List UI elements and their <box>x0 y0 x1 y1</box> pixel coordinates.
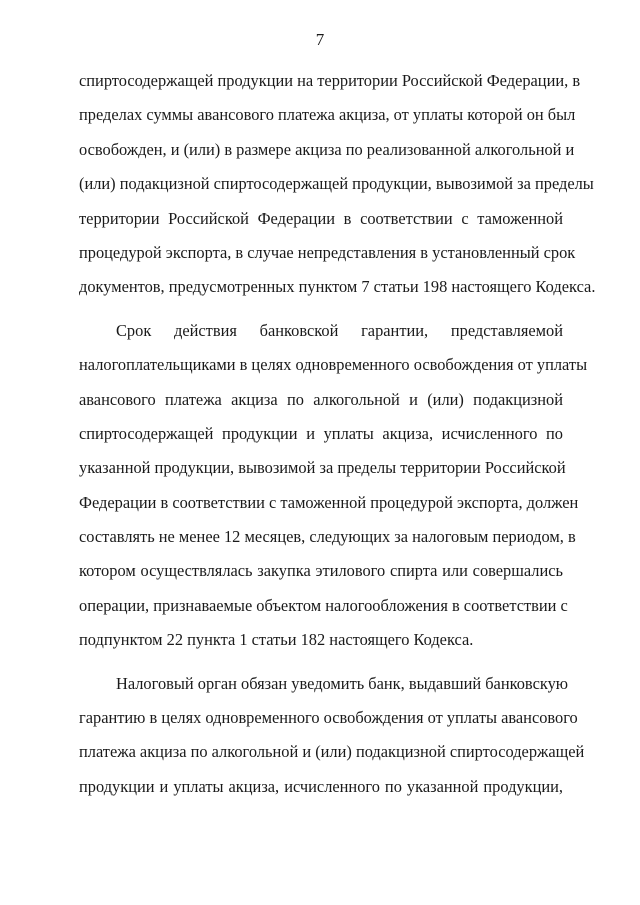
paragraph-spacer <box>79 305 563 314</box>
paragraph-2 <box>79 314 588 658</box>
paragraph-1 <box>79 64 596 305</box>
text-line: платежа акциза по алкогольной и (или) подакцизной спиртосодержащей <box>79 742 585 762</box>
text-line: Срок действия банковской гарантии, представляемой <box>116 320 563 340</box>
text-line: спиртосодержащей продукции и уплаты акциза, исчисленного по <box>79 423 563 443</box>
text-line: авансового платежа акциза по алкогольной и (или) подакцизной <box>79 389 563 409</box>
text-line: котором осуществлялась закупка этилового спирта или совершались <box>79 561 563 581</box>
text-line: пределах суммы авансового платежа акциза, от уплаты которой он был <box>79 105 576 125</box>
document-body <box>79 64 596 804</box>
text-line: Федерации в соответствии с таможенной процедурой экспорта, должен <box>79 492 579 512</box>
text-line: спиртосодержащей продукции на территории Российской Федерации, в <box>79 71 581 90</box>
paragraph-3 <box>79 667 585 805</box>
text-line: составлять не менее 12 месяцев, следующих за налоговым периодом, в <box>79 527 576 547</box>
text-line: операции, признаваемые объектом налогообложения в соответствии с <box>79 595 568 615</box>
text-line: (или) подакцизной спиртосодержащей продукции, вывозимой за пределы <box>79 174 594 194</box>
text-line: гарантию в целях одновременного освобождения от уплаты авансового <box>79 708 578 728</box>
text-line: продукции и уплаты акциза, исчисленного по указанной продукции, <box>79 776 563 796</box>
text-line: Налоговый орган обязан уведомить банк, выдавший банковскую <box>116 673 569 693</box>
text-line: территории Российской Федерации в соответствии с таможенной <box>79 208 563 228</box>
paragraph-spacer <box>79 658 563 667</box>
text-line: освобожден, и (или) в размере акциза по реализованной алкогольной и <box>79 139 575 159</box>
text-line: налогоплательщиками в целях одновременного освобождения от уплаты <box>79 355 588 375</box>
page-number: 7 <box>315 30 325 49</box>
text-line: документов, предусмотренных пунктом 7 статьи 198 настоящего Кодекса. <box>79 277 596 297</box>
text-line: подпунктом 22 пункта 1 статьи 182 настоящего Кодекса. <box>79 630 474 650</box>
text-line: процедурой экспорта, в случае непредставления в установленный срок <box>79 242 576 262</box>
text-line: указанной продукции, вывозимой за пределы территории Российской <box>79 458 566 478</box>
